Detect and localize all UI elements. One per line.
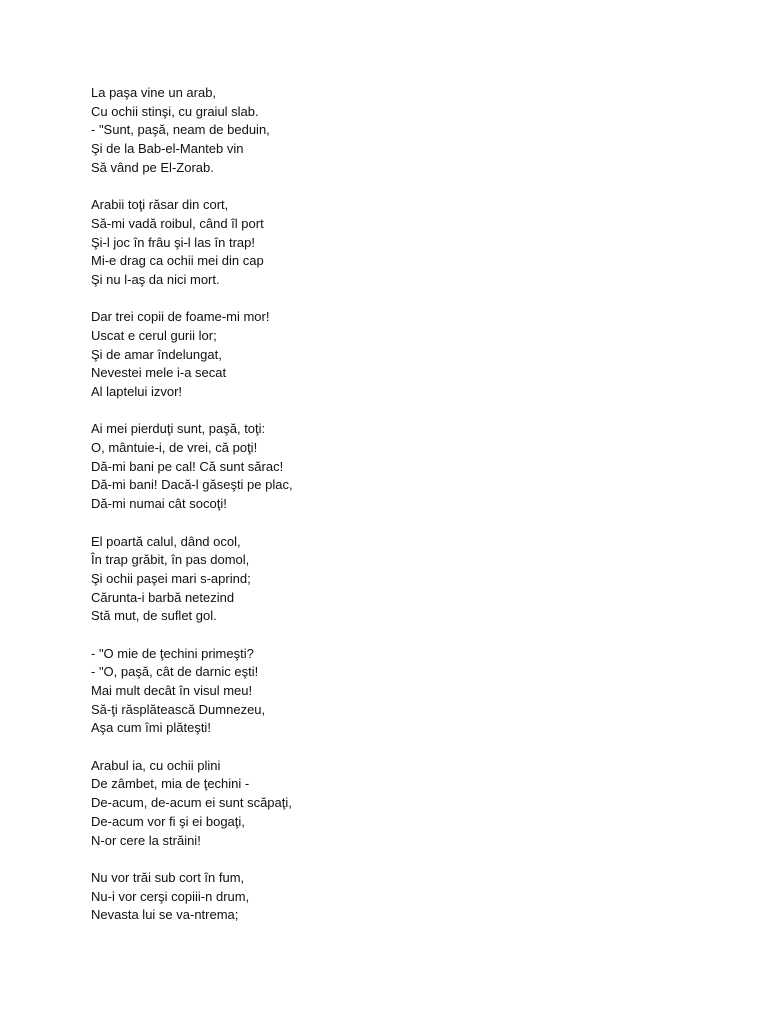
poem-line: Şi-l joc în frâu şi-l las în trap!: [91, 234, 255, 250]
poem-line: N-or cere la străini!: [91, 832, 201, 848]
poem-line: Să vând pe El-Zorab.: [91, 159, 214, 175]
poem-line: Arabul ia, cu ochii plini: [91, 757, 221, 773]
poem-line: - "O, paşă, cât de darnic eşti!: [91, 664, 259, 680]
poem-line: Mai mult decât în visul meu!: [91, 683, 253, 698]
poem-line: Cu ochii stinşi, cu graiul slab.: [91, 103, 259, 119]
poem-line: - "Sunt, paşă, neam de beduin,: [91, 122, 270, 138]
poem-line: De zâmbet, mia de ţechini -: [91, 776, 250, 792]
stanza-6: [91, 645, 691, 738]
poem-line: Aşa cum îmi plăteşti!: [91, 720, 211, 736]
poem-line: În trap grăbit, în pas domol,: [91, 552, 250, 568]
poem-line: Dă-mi numai cât socoţi!: [91, 496, 227, 512]
poem-line: Şi de amar îndelungat,: [91, 346, 222, 362]
poem-line: Mi-e drag ca ochii mei din cap: [91, 253, 264, 269]
poem-line: Cărunta-i barbă netezind: [91, 589, 235, 605]
poem-line: Uscat e cerul gurii lor;: [91, 327, 217, 343]
stanza-2: [91, 196, 691, 289]
poem-line: Ai mei pierduţi sunt, paşă, toţi:: [91, 421, 266, 437]
poem-line: La paşa vine un arab,: [91, 85, 217, 100]
poem-line: Dă-mi bani pe cal! Că sunt sărac!: [91, 458, 284, 474]
poem-line: De-acum vor fi şi ei bogaţi,: [91, 813, 245, 829]
poem-line: Nu vor trăi sub cort în fum,: [91, 869, 245, 885]
poem-line: Arabii toţi răsar din cort,: [91, 197, 229, 213]
poem-line: Al laptelui izvor!: [91, 384, 183, 399]
poem-line: De-acum, de-acum ei sunt scăpaţi,: [91, 795, 292, 811]
poem-line: Să-ţi răsplătească Dumnezeu,: [91, 701, 266, 717]
poem-line: - "O mie de ţechini primeşti?: [91, 645, 254, 661]
stanza-8: [91, 869, 691, 925]
stanza-1: [91, 84, 691, 177]
poem-text: [91, 84, 691, 944]
poem-line: Şi ochii paşei mari s-aprind;: [91, 570, 251, 586]
poem-line: Nu-i vor cerşi copiii-n drum,: [91, 888, 250, 904]
poem-line: Şi de la Bab-el-Manteb vin: [91, 141, 244, 157]
poem-line: Nevestei mele i-a secat: [91, 365, 227, 381]
stanza-3: [91, 308, 691, 401]
poem-line: El poartă calul, dând ocol,: [91, 533, 241, 549]
poem-line: O, mântuie-i, de vrei, că poţi!: [91, 440, 258, 456]
stanza-7: [91, 757, 691, 850]
poem-line: Să-mi vadă roibul, când îl port: [91, 215, 264, 231]
poem-line: Nevasta lui se va-ntrema;: [91, 907, 239, 923]
poem-line: Şi nu l-aş da nici mort.: [91, 271, 220, 287]
stanza-5: [91, 533, 691, 626]
stanza-4: [91, 420, 691, 513]
poem-line: Dă-mi bani! Dacă-l găseşti pe plac,: [91, 477, 293, 493]
poem-line: Stă mut, de suflet gol.: [91, 608, 217, 624]
poem-line: Dar trei copii de foame-mi mor!: [91, 309, 270, 325]
